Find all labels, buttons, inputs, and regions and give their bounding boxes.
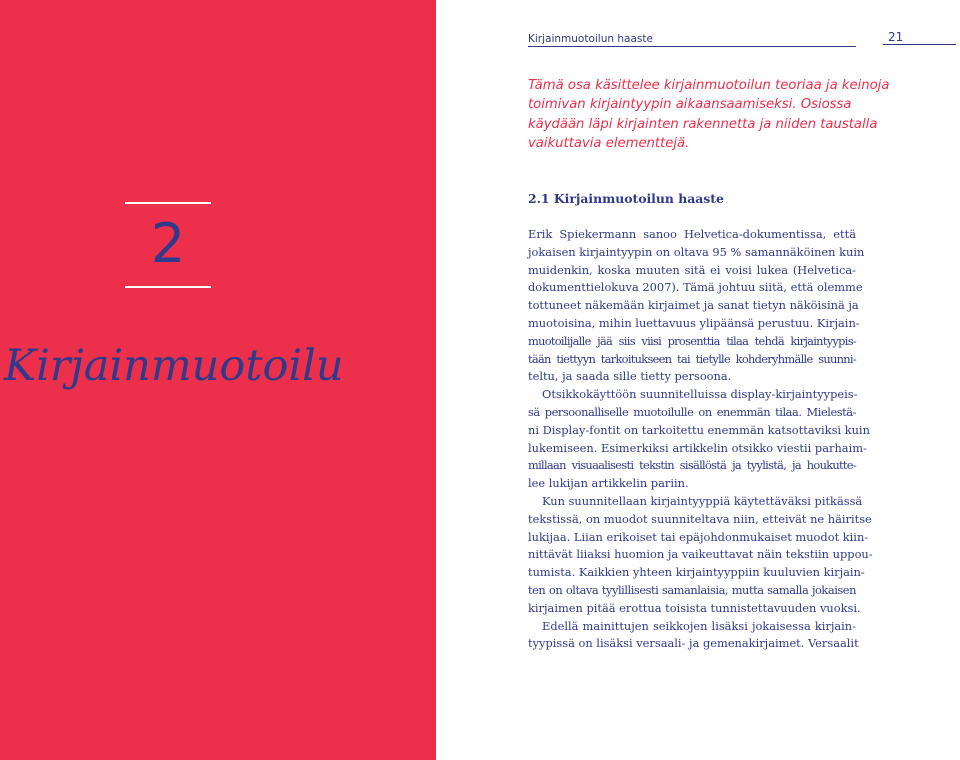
intro-line: Tämä osa käsittelee kirjainmuotoilun teoriaa ja keinoja: [528, 78, 890, 93]
body-line: muidenkin, koska muuten sitä ei voisi lukea (Helvetica-: [528, 262, 856, 277]
page-number: 21: [883, 30, 956, 45]
body-line: tyypissä on lisäksi versaali- ja gemenakirjaimet. Versaalit: [528, 636, 859, 651]
body-line: ni Display-fontit on tarkoitettu enemmän katsottaviksi kuin: [528, 422, 870, 437]
body-line: muotoisina, mihin luettavuus ylipäänsä perustuu. Kirjain-: [528, 315, 860, 330]
body-line: kirjaimen pitää erottua toisista tunnistettavuuden vuoksi.: [528, 600, 861, 615]
intro-line: vaikuttavia elementtejä.: [528, 136, 690, 152]
chapter-intro: [528, 76, 890, 154]
body-line: Edellä mainittujen seikkojen lisäksi jokaisessa kirjain-: [542, 618, 856, 633]
chapter-title: Kirjainmuotoilu: [4, 341, 344, 391]
body-line: Erik Spiekermann sanoo Helvetica-dokumentissa, että: [528, 227, 856, 241]
chapter-rule-bottom: [125, 286, 211, 288]
section-heading: 2.1 Kirjainmuotoilun haaste: [528, 191, 724, 206]
chapter-opener-page: [0, 0, 436, 760]
body-line: muotoilijalle jää siis viisi prosenttia tilaa tehdä kirjaintyypis-: [528, 333, 856, 348]
body-line: tekstissä, on muodot suunniteltava niin, etteivät ne häiritse: [528, 511, 872, 526]
body-line: sä persoonalliselle muotoilulle on enemmän tilaa. Mielestä-: [528, 404, 856, 419]
body-line: tään tiettyyn tarkoitukseen tai tietylle kohderyhmälle suunni-: [528, 351, 856, 366]
running-head: Kirjainmuotoilun haaste: [528, 33, 856, 47]
body-line: nittävät liiaksi huomion ja vaikeuttavat näin tekstiin uppou-: [528, 547, 873, 562]
body-line: Kun suunnitellaan kirjaintyyppiä käytettäväksi pitkässä: [542, 493, 863, 508]
body-line: teltu, ja saada sille tietty persoona.: [528, 369, 732, 384]
body-text: [528, 226, 873, 653]
body-line: tumista. Kaikkien yhteen kirjaintyyppiin kuuluvien kirjain-: [528, 565, 865, 580]
body-line: dokumenttielokuva 2007). Tämä johtuu siitä, että olemme: [528, 280, 863, 295]
chapter-rule-top: [125, 202, 211, 204]
intro-line: toimivan kirjaintyypin aikaansaamiseksi. Osiossa: [528, 97, 852, 113]
body-line: ten on oltava tyylillisesti samanlaisia, mutta samalla jokaisen: [528, 582, 856, 597]
body-line: tottuneet näkemään kirjaimet ja sanat tietyn näköisinä ja: [528, 298, 859, 313]
body-line: lukemiseen. Esimerkiksi artikkelin otsikko viestii parhaim-: [528, 440, 867, 455]
body-line: jokaisen kirjaintyypin on oltava 95 % samannäköinen kuin: [528, 244, 865, 259]
body-line: lukijaa. Liian erikoiset tai epäjohdonmukaiset muodot kiin-: [528, 529, 869, 544]
intro-line: käydään läpi kirjainten rakennetta ja niiden taustalla: [528, 116, 878, 132]
body-line: Otsikkokäyttöön suunnitelluissa display-kirjaintyypeis-: [542, 387, 858, 402]
chapter-number: 2: [150, 212, 186, 275]
body-line: millaan visuaalisesti tekstin sisällöstä ja tyylistä, ja houkutte-: [528, 458, 856, 473]
body-line: lee lukijan artikkelin pariin.: [528, 476, 689, 491]
